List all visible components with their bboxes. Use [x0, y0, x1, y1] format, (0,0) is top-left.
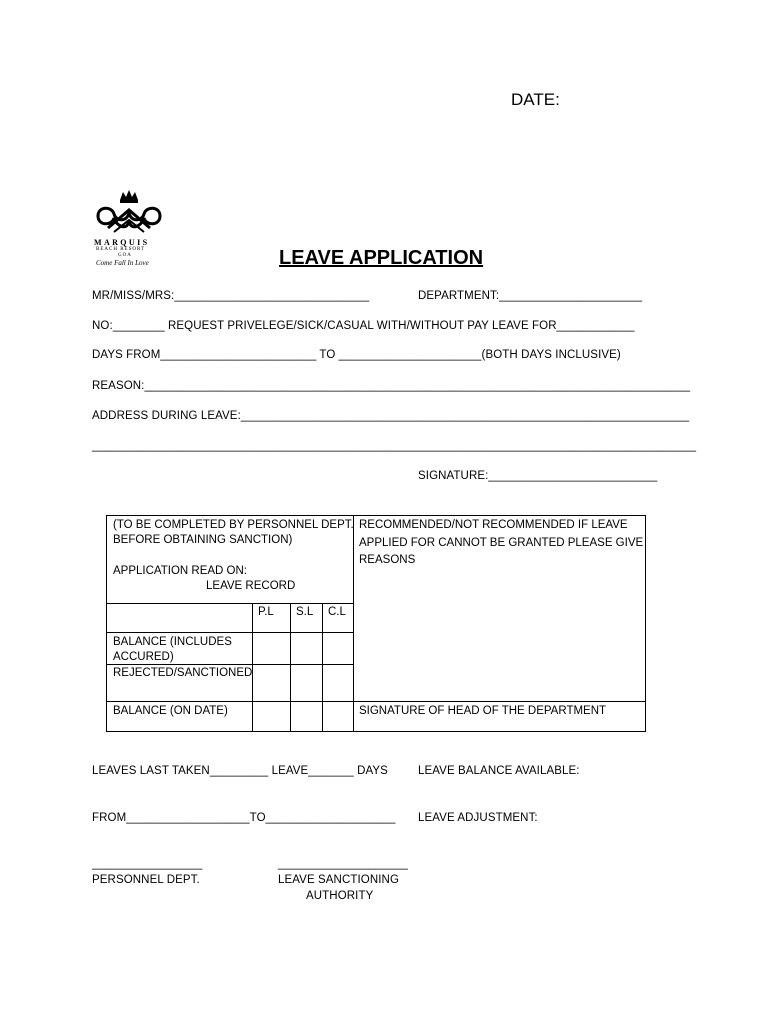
- personnel-note-line1: (TO BE COMPLETED BY PERSONNEL DEPT.: [113, 519, 354, 531]
- rejected-sanctioned-label: REJECTED/SANCTIONED: [113, 667, 253, 679]
- name-field[interactable]: MR/MISS/MRS:______________________________: [92, 290, 370, 302]
- balance-includes-label: BALANCE (INCLUDES: [113, 636, 232, 648]
- balance-accured-label: ACCURED): [113, 651, 174, 663]
- authority-label-line2: AUTHORITY: [306, 890, 374, 902]
- logo-tagline: Come Fall In Love: [96, 259, 149, 267]
- column-pl: P.L: [258, 606, 274, 618]
- date-label: DATE:: [511, 90, 560, 109]
- column-sl: S.L: [296, 606, 314, 618]
- marquis-logo: [92, 186, 166, 270]
- address-field[interactable]: ADDRESS DURING LEAVE:_____________________________________________________________________: [92, 410, 690, 422]
- reason-field[interactable]: REASON:____________________________________________________________________________________: [92, 380, 691, 392]
- recommend-line1: RECOMMENDED/NOT RECOMMENDED IF LEAVE: [359, 519, 628, 531]
- application-read-on: APPLICATION READ ON:: [113, 565, 247, 577]
- signature-field[interactable]: SIGNATURE:__________________________: [418, 470, 658, 482]
- leave-request-field[interactable]: NO:________ REQUEST PRIVELEGE/SICK/CASUAL WITH/WITHOUT PAY LEAVE FOR____________: [92, 320, 635, 332]
- head-signature-label: SIGNATURE OF HEAD OF THE DEPARTMENT: [359, 705, 607, 717]
- balance-on-date-label: BALANCE (ON DATE): [113, 705, 228, 717]
- logo-location: GOA: [118, 253, 132, 258]
- page-title: LEAVE APPLICATION: [279, 247, 484, 269]
- recommend-line3: REASONS: [359, 554, 416, 566]
- authority-signature-line[interactable]: ____________________: [278, 858, 408, 870]
- from-to-field[interactable]: FROM___________________TO____________________: [92, 812, 396, 824]
- leave-record-heading: LEAVE RECORD: [206, 580, 296, 592]
- personnel-note-line2: BEFORE OBTAINING SANCTION): [113, 534, 293, 546]
- column-cl: C.L: [328, 606, 346, 618]
- logo-brand: MARQUIS: [94, 238, 150, 247]
- logo-subtitle: BEACH RESORT: [96, 247, 146, 252]
- department-field[interactable]: DEPARTMENT:______________________: [418, 290, 643, 302]
- leave-adjustment-label: LEAVE ADJUSTMENT:: [418, 812, 538, 824]
- recommend-line2: APPLIED FOR CANNOT BE GRANTED PLEASE GIVE: [359, 537, 644, 549]
- personnel-dept-label: PERSONNEL DEPT.: [92, 874, 200, 886]
- days-range-field[interactable]: DAYS FROM________________________ TO ______________________(BOTH DAYS INCLUSIVE): [92, 349, 621, 361]
- personnel-signature-line[interactable]: _________________: [92, 858, 203, 870]
- leaves-last-taken-field[interactable]: LEAVES LAST TAKEN_________ LEAVE_______ DAYS: [92, 765, 388, 777]
- authority-label-line1: LEAVE SANCTIONING: [278, 874, 399, 886]
- crown-emblem-icon: [92, 186, 166, 246]
- address-continuation-field[interactable]: _____________________________________________________________________________________________: [92, 440, 697, 452]
- personnel-table: [106, 515, 646, 732]
- leave-balance-label: LEAVE BALANCE AVAILABLE:: [418, 765, 580, 777]
